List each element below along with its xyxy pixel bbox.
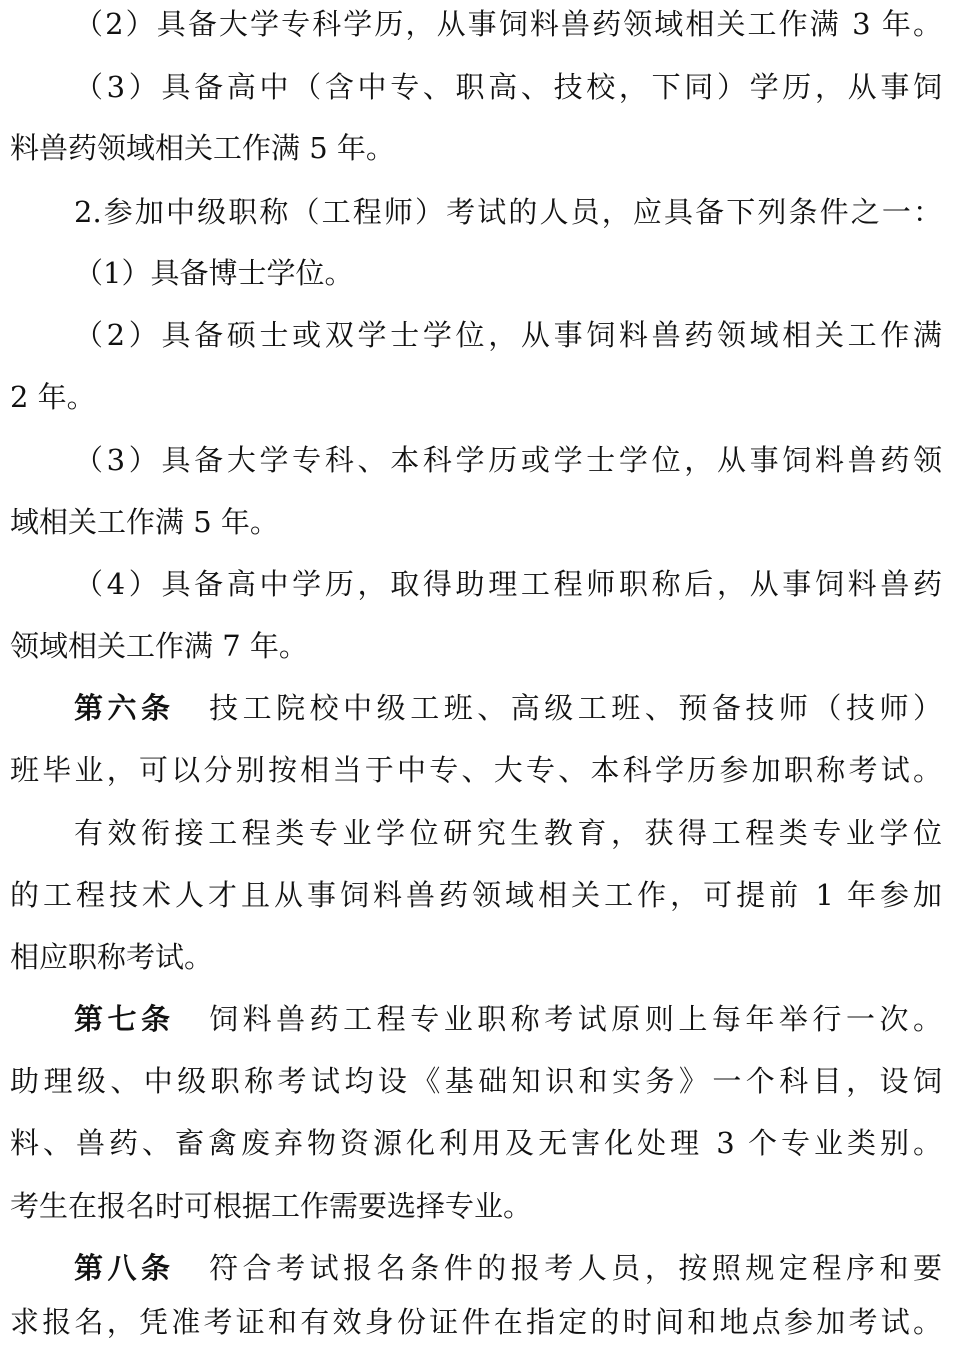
paragraph-line: 求报名，凭准考证和有效身份证件在指定的时间和地点参加考试。 xyxy=(10,1305,942,1339)
paragraph-line: （3）具备高中（含中专、职高、技校，下同）学历，从事饲 xyxy=(74,70,942,104)
article-heading: 第七条 xyxy=(74,1002,175,1036)
article-heading: 第六条 xyxy=(74,691,175,725)
paragraph-line: 域相关工作满 5 年。 xyxy=(10,505,279,539)
paragraph-line: 相应职称考试。 xyxy=(10,940,214,974)
paragraph-line: 班毕业，可以分别按相当于中专、大专、本科学历参加职称考试。 xyxy=(10,753,942,787)
paragraph-line: （1）具备博士学位。 xyxy=(74,256,354,290)
article-8-line xyxy=(10,1246,942,1290)
paragraph-line: 领域相关工作满 7 年。 xyxy=(10,629,308,663)
paragraph-line: 2 年。 xyxy=(10,380,96,414)
paragraph-line: 料、兽药、畜禽废弃物资源化利用及无害化处理 3 个专业类别。 xyxy=(10,1126,942,1160)
article-text: 技工院校中级工班、高级工班、预备技师（技师） xyxy=(204,691,942,725)
article-7-line xyxy=(10,997,942,1041)
paragraph-line: （2）具备硕士或双学士学位，从事饲料兽药领域相关工作满 xyxy=(74,318,942,352)
paragraph-line: 考生在报名时可根据工作需要选择专业。 xyxy=(10,1189,533,1223)
paragraph-line: 2.参加中级职称（工程师）考试的人员，应具备下列条件之一： xyxy=(74,195,942,229)
paragraph-line: 料兽药领域相关工作满 5 年。 xyxy=(10,131,395,165)
article-text: 符合考试报名条件的报考人员，按照规定程序和要 xyxy=(204,1251,942,1285)
paragraph-line: 助理级、中级职称考试均设《基础知识和实务》一个科目，设饲 xyxy=(10,1064,942,1098)
paragraph-line: 有效衔接工程类专业学位研究生教育，获得工程类专业学位 xyxy=(74,816,942,850)
paragraph-line: 的工程技术人才且从事饲料兽药领域相关工作，可提前 1 年参加 xyxy=(10,878,942,912)
paragraph-line: （2）具备大学专科学历，从事饲料兽药领域相关工作满 3 年。 xyxy=(74,7,942,41)
article-6-line xyxy=(10,686,942,730)
paragraph-line: （4）具备高中学历，取得助理工程师职称后，从事饲料兽药 xyxy=(74,567,942,601)
article-heading: 第八条 xyxy=(74,1251,175,1285)
article-text: 饲料兽药工程专业职称考试原则上每年举行一次。 xyxy=(204,1002,942,1036)
paragraph-line: （3）具备大学专科、本科学历或学士学位，从事饲料兽药领 xyxy=(74,443,942,477)
